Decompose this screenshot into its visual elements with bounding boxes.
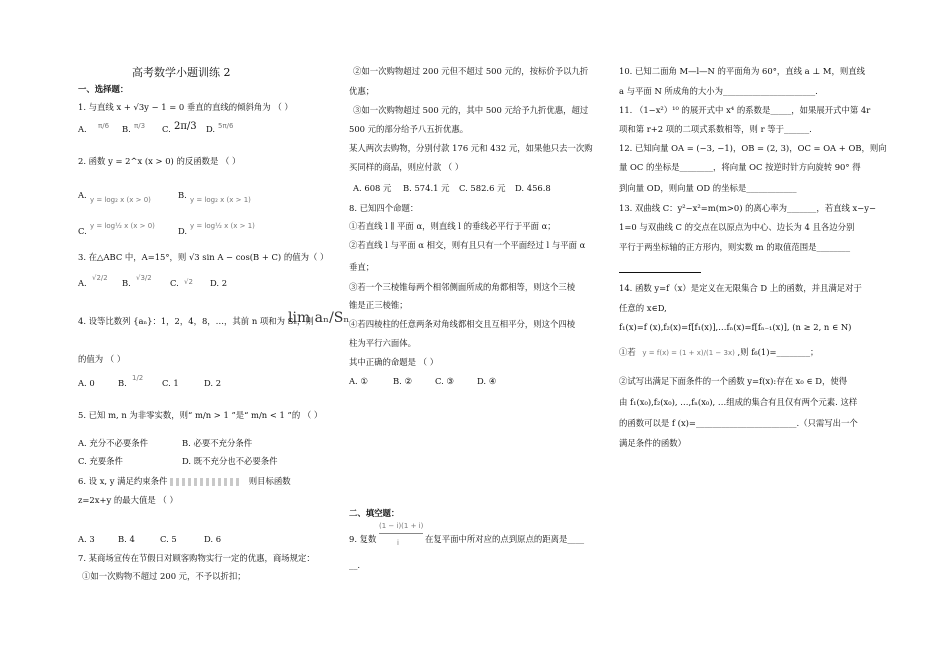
question-2: 2. 函数 y = 2^x (x > 0) 的反函数是 （ ） [78,156,241,166]
q8-proposition-3: ③若一个三棱锥每两个相邻侧面所成的角都相等，则这个三棱 [349,282,576,292]
question-12-line-3: 到向量 OD，则向量 OD 的坐标是____________ [619,183,797,193]
q7-question: 买同样的商品，则应付款 （ ） [349,162,464,172]
q8-proposition-4: ④若四棱柱的任意两条对角线都相交且互相平分，则这个四棱 [349,319,576,329]
q2-option-c-label: C. [78,226,87,236]
question-14-line-2: 任意的 x∈D, [619,303,667,313]
q1-option-d: 5π/6 [218,122,234,130]
q7-option-a: A. 608 元 [353,183,392,193]
question-10-tail: a 与平面 N 所成角的大小为______________________. [619,86,818,96]
question-6-tail: z=2x+y 的最大值是 （ ） [78,495,178,505]
q2-option-d-label: D. [178,226,188,236]
q4-option-b: 1/2 [132,374,144,382]
q8-option-b: B. ② [393,376,412,386]
q8-question: 其中正确的命题是 （ ） [349,357,439,367]
question-12: 12. 已知向量 OA = (−3, −1)，OB = (2, 3)，OC = OA + OB，则向 [619,143,887,153]
q1-option-c-label: C. [162,124,171,134]
q8-option-d: D. ④ [477,376,497,386]
page-title: 高考数学小题训练 2 [132,66,231,79]
question-4: 4. 设等比数列 {aₙ}：1，2，4，8，…，其前 n 项和为 Sₙ，则 [78,316,314,326]
q13-answer-blank [619,272,701,273]
q7-scenario: 某人两次去购物，分别付款 176 元和 432 元，如果他只去一次购 [349,143,593,153]
q8-proposition-3-tail: 锥是正三棱锥； [349,300,408,310]
section-heading-choice: 一、选择题： [78,84,129,94]
question-14-part-2-line-2: 由 f₁(x₀),f₂(x₀), …,fₙ(x₀), …组成的集合有且仅有两个元素. 这样 [619,397,858,407]
q2-option-b: y = log₂ x (x > 1) [190,196,251,204]
q7-rule-2-tail: 优惠； [349,86,375,96]
question-3: 3. 在△ABC 中，A=15°，则 √3 sin A − cos(B + C) 的值为（ ） [78,252,329,262]
q1-option-a: π/6 [98,122,110,130]
q8-proposition-2-tail: 垂直； [349,262,375,272]
question-9: 9. 复数 [349,534,377,544]
q1-option-c: 2π/3 [174,121,197,132]
q4-option-b-label: B. [118,378,127,388]
q1-option-b-label: B. [122,124,131,134]
q4-option-a: A. 0 [78,378,95,388]
q3-option-a: √2/2 [92,274,108,282]
question-7: 7. 某商场宣传在节假日对顾客购物实行一定的优惠，商场规定： [78,553,315,563]
q8-option-c: C. ③ [435,376,454,386]
q14-part-1-tail: ,则 f₆(1)=________； [737,347,819,357]
q1-option-a-label: A. [78,124,87,134]
question-1: 1. 与直线 x + √3y − 1 = 0 垂直的直线的倾斜角为 （ ） [78,102,293,112]
q7-option-d: D. 456.8 [515,183,551,193]
q2-option-a-label: A. [78,190,87,200]
q5-option-b: B. 必要不充分条件 [182,438,253,448]
question-14-line-3: f₁(x)=f (x),f₂(x)=f[f₁(x)],…fₙ(x)=f[fₙ₋₁(x)], (n ≥ 2, n ∈ N) [619,322,852,332]
q6-constraints-image [170,478,240,486]
question-10: 10. 已知二面角 M—l—N 的平面角为 60°，直线 a ⊥ M，则直线 [619,66,865,76]
q9-numerator: (1 − i)(1 + i) [379,522,424,530]
q3-option-c-label: C. [170,278,179,288]
q5-option-a: A. 充分不必要条件 [78,438,148,448]
q3-option-b-label: B. [122,278,131,288]
q8-proposition-1: ①若直线 l ∥ 平面 α，则直线 l 的垂线必平行于平面 α； [349,221,556,231]
q8-proposition-2: ②若直线 l 与平面 α 相交，则有且只有一个平面经过 l 与平面 α [349,240,586,250]
q7-rule-1: ①如一次购物不超过 200 元，不予以折扣； [82,571,246,581]
q2-option-d: y = log½ x (x > 1) [190,222,255,230]
q6-option-a: A. 3 [78,534,95,544]
question-14-part-2-line-3: 的函数可以是 f (x)=________________________.（只需写出一个 [619,418,858,428]
q6-text-b: 则目标函数 [248,476,291,486]
q6-text-a: 6. 设 x, y 满足约束条件 [78,476,168,486]
question-6 [78,476,291,487]
question-11-tail: 项和第 r+2 项的二项式系数相等，则 r 等于______. [619,124,812,134]
question-13-line-3: 平行于两坐标轴的正方形内，则实数 m 的取值范围是________ [619,242,851,252]
question-14-part-1 [619,347,818,358]
question-11: 11. （1−x²）¹⁰ 的展开式中 x⁴ 的系数是_____，如果展开式中第 4r [619,105,871,115]
q1-option-b: π/3 [134,122,146,130]
section-heading-fill: 二、填空题： [349,508,400,518]
question-9-tail: 在复平面中所对应的点到原点的距离是____ [425,534,585,544]
q5-option-d: D. 既不充分也不必要条件 [182,456,278,466]
question-14: 14. 函数 y=f（x）是定义在无限集合 D 上的函数，并且满足对于 [619,283,862,293]
q4-limit: lim aₙ/Sₙ [288,310,350,326]
q2-option-c: y = log½ x (x > 0) [90,222,155,230]
q14-part-1-formula: y = f(x) = (1 + x)/(1 − 3x) [642,349,735,357]
q4-option-d: D. 2 [204,378,222,388]
question-14-part-2: ②试写出满足下面条件的一个函数 y=f(x):存在 x₀ ∈ D，使得 [619,376,848,386]
q7-option-c: C. 582.6 元 [459,183,506,193]
question-14-part-2-line-4: 满足条件的函数） [619,438,686,448]
q7-rule-2: ②如一次购物超过 200 元但不超过 500 元的，按标价予以九折 [353,66,589,76]
q9-denominator: i [397,539,399,547]
q8-proposition-4-tail: 柱为平行六面体。 [349,338,416,348]
question-12-line-2: 量 OC 的坐标是________，将向量 OC 按逆时针方向旋转 90° 得 [619,162,861,172]
q6-option-b: B. 4 [118,534,135,544]
q5-option-c: C. 充要条件 [78,456,123,466]
q9-fraction-bar [379,533,423,534]
question-5: 5. 已知 m, n 为非零实数，则“ m/n > 1 ”是“ m/n < 1 ”的 （ ） [78,410,323,420]
q7-option-b: B. 574.1 元 [403,183,450,193]
question-13-line-2: 1=0 与双曲线 C 的交点在以原点为中心、边长为 4 且各边分别 [619,222,855,232]
q3-option-b: √3/2 [136,274,152,282]
question-4-tail: 的值为 （ ） [78,354,126,364]
q4-option-c: C. 1 [162,378,179,388]
question-8: 8. 已知四个命题： [349,203,419,213]
q7-rule-3: ③如一次购物超过 500 元的，其中 500 元给予九折优惠，超过 [353,105,589,115]
q8-option-a: A. ① [349,376,368,386]
q7-rule-3-tail: 500 元的部分给予八五折优惠。 [349,124,469,134]
q3-option-d: D. 2 [210,278,228,288]
q6-option-d: D. 6 [204,534,222,544]
q1-option-d-label: D. [206,124,216,134]
q3-option-c: √2 [184,278,193,286]
question-9-end: __. [349,560,361,570]
question-13: 13. 双曲线 C：y²−x²=m(m>0) 的离心率为_______，若直线 x−y− [619,203,877,213]
q2-option-a: y = log₂ x (x > 0) [90,196,151,204]
q2-option-b-label: B. [178,190,187,200]
q3-option-a-label: A. [78,278,87,288]
q14-part-1-lead: ①若 [619,347,636,357]
q6-option-c: C. 5 [160,534,177,544]
